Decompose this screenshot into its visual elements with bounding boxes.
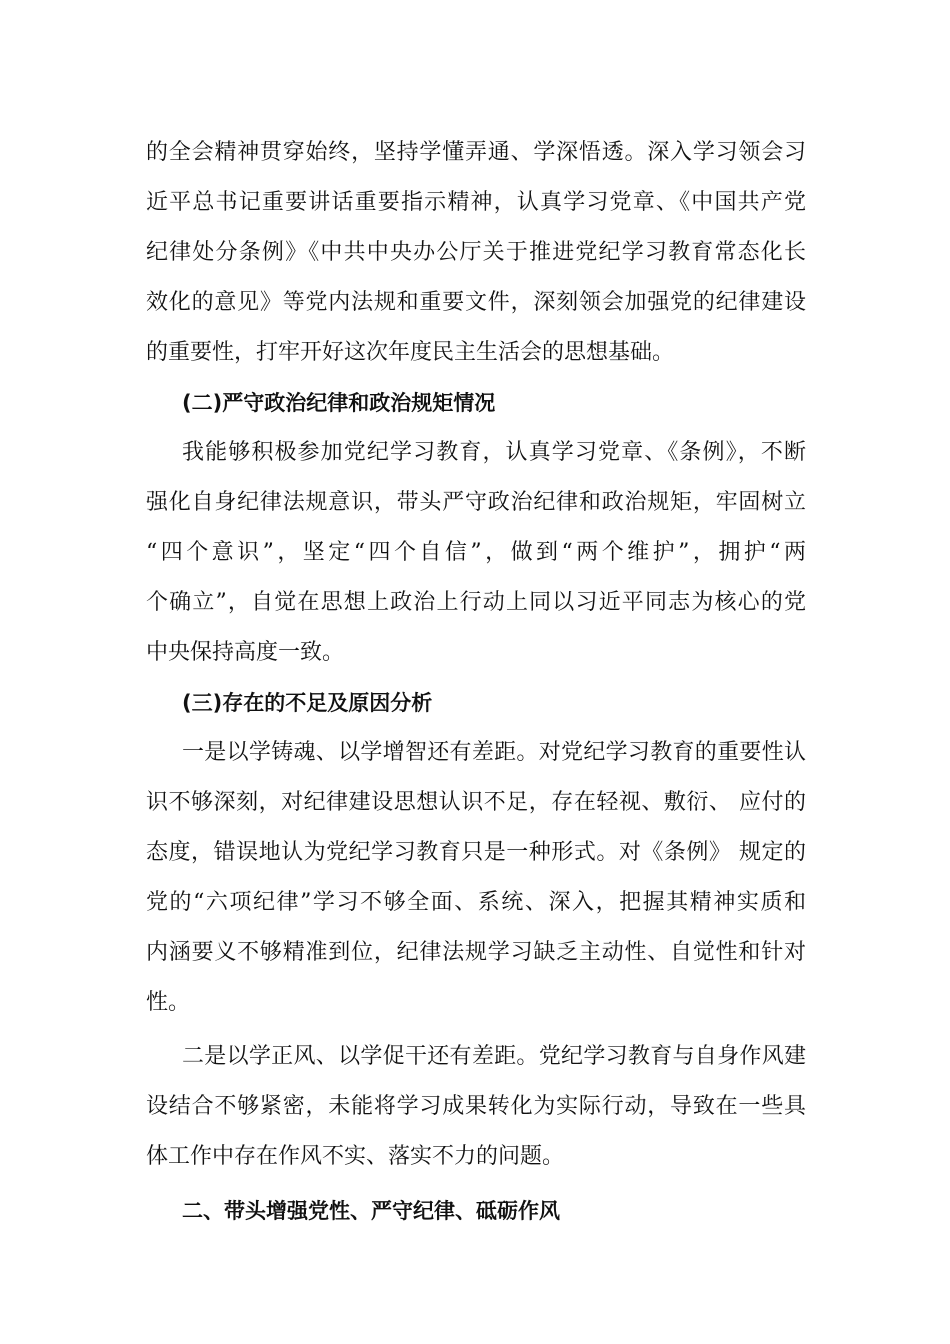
text-line: 一是以学铸魂、以学增智还有差距。对党纪学习教育的重要性认 — [182, 740, 806, 765]
text-line: 设结合不够紧密，未能将学习成果转化为实际行动，导致在一些具 — [146, 1094, 806, 1119]
paragraph-shortcoming-one — [146, 728, 806, 1028]
text-line: 强化自身纪律法规意识，带头严守政治纪律和政治规矩，牢固树立 — [146, 490, 806, 515]
text-line: 效化的意见》等党内法规和重要文件，深刻领会加强党的纪律建设 — [146, 290, 806, 315]
text-line: 态度，错误地认为党纪学习教育只是一种形式。对《条例》 规定的 — [146, 840, 806, 865]
text-line: 内涵要义不够精准到位，纪律法规学习缺乏主动性、自觉性和针对 — [146, 940, 806, 965]
paragraph-study-summary — [146, 128, 806, 378]
text-line: 纪律处分条例》《中共中央办公厅关于推进党纪学习教育常态化长 — [146, 240, 806, 265]
subheading-shortcomings: (三)存在的不足及原因分析 — [182, 691, 433, 715]
paragraph-political-discipline — [146, 428, 806, 678]
text-line: 党的“六项纪律”学习不够全面、系统、深入，把握其精神实质和 — [146, 890, 806, 915]
text-line: 的全会精神贯穿始终，坚持学懂弄通、学深悟透。深入学习领会习 — [146, 140, 806, 165]
text-line: 的重要性，打牢开好这次年度民主生活会的思想基础。 — [146, 340, 675, 365]
text-line: 体工作中存在作风不实、落实不力的问题。 — [146, 1144, 565, 1169]
paragraph-shortcoming-two — [146, 1032, 806, 1182]
text-line: 识不够深刻，对纪律建设思想认识不足，存在轻视、敷衍、 应付的 — [146, 790, 806, 815]
section-heading: 二、带头增强党性、严守纪律、砥砺作风 — [182, 1199, 560, 1223]
text-line: 我能够积极参加党纪学习教育，认真学习党章、《条例》，不断 — [182, 440, 806, 465]
text-line: 性。 — [146, 990, 191, 1015]
text-line: 二是以学正风、以学促干还有差距。党纪学习教育与自身作风建 — [182, 1044, 806, 1069]
text-line: 近平总书记重要讲话重要指示精神，认真学习党章、《中国共产党 — [146, 190, 806, 215]
text-line: 个确立”，自觉在思想上政治上行动上同以习近平同志为核心的党 — [146, 590, 806, 615]
text-line: “四个意识”，坚定“四个自信”，做到“两个维护”，拥护“两 — [146, 540, 806, 565]
subheading-political-discipline: (二)严守政治纪律和政治规矩情况 — [182, 391, 496, 415]
text-line: 中央保持高度一致。 — [146, 640, 345, 665]
document-page — [146, 128, 806, 1236]
